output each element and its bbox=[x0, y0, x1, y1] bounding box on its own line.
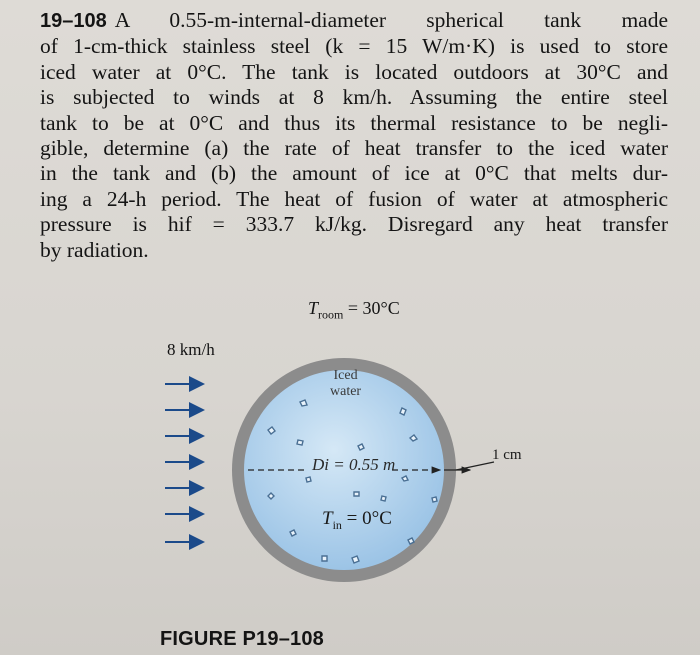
problem-line-7: in the tank and (b) the amount of ice at 0°C that melts dur- bbox=[40, 161, 668, 186]
wind-arrows bbox=[165, 384, 203, 542]
problem-line-2: of 1-cm-thick stainless steel (k = 15 W/m·K) is used to store bbox=[40, 34, 668, 59]
problem-line-6: gible, determine (a) the rate of heat transfer to the iced water bbox=[40, 136, 668, 161]
room-temperature-label: $T_{room} = 30^\circ C$ bbox=[308, 298, 400, 322]
problem-number: 19–108 bbox=[40, 10, 107, 32]
problem-line-9: pressure is hif = 333.7 kJ/kg. Disregard any heat transfer bbox=[40, 212, 668, 237]
diameter-label: Di = 0.55 m bbox=[312, 455, 396, 474]
problem-line-4: is subjected to winds at 8 km/h. Assuming the entire steel bbox=[40, 85, 668, 110]
figure-caption: FIGURE P19–108 bbox=[160, 628, 324, 650]
iced-water-label: Iced water bbox=[330, 368, 362, 399]
wind-speed-label: 8 km/h bbox=[167, 340, 215, 359]
problem-line-8: ing a 24-h period. The heat of fusion of water at atmospheric bbox=[40, 186, 668, 211]
problem-line-10: by radiation. bbox=[40, 237, 149, 262]
problem-line-5: tank to be at 0°C and thus its thermal resistance to be negli- bbox=[40, 110, 668, 135]
problem-line-3: iced water at 0°C. The tank is located outdoors at 30°C and bbox=[40, 59, 668, 84]
problem-line-1: 19–108 A 0.55-m-internal-diameter spherical tank made bbox=[40, 8, 668, 32]
thickness-label: 1 cm bbox=[492, 447, 522, 463]
figure-p19-108 bbox=[0, 290, 700, 655]
problem-text bbox=[40, 8, 668, 263]
inside-temperature-label: $T_{in} = 0^\circ C$ bbox=[322, 508, 392, 532]
